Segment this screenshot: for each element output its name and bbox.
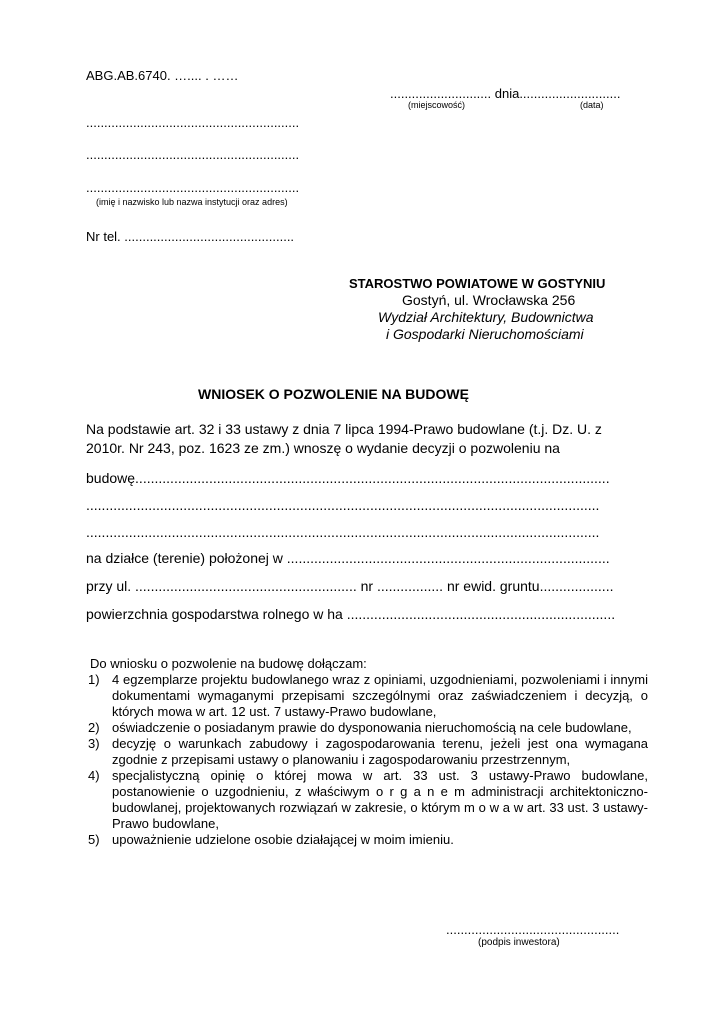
signature-caption: (podpis inwestora) (478, 937, 560, 948)
applicant-line-1: ........................................................... (86, 115, 300, 130)
list-item-text: 4 egzemplarze projektu budowlanego wraz z opiniami, uzgodnieniami, pozwoleniami i innymi dokumentami wymaganymi przepisami szczególnymi oraz zaświadczeniem i decyzją, o których mowa w art. 12 ust. 7 ustawy-Prawo budowlane, (112, 672, 648, 719)
list-item-text: upoważnienie udzielone osobie działającej w moim imieniu. (112, 832, 454, 847)
list-item (88, 736, 648, 768)
date-caption: (data) (580, 100, 604, 110)
list-item (88, 768, 648, 832)
case-number: ABG.AB.6740. ….... . …… (86, 68, 239, 83)
list-item-number: 2) (88, 720, 100, 735)
street-field: przy ul. ......................................................... nr ................. nr ewid. gruntu................... (86, 578, 614, 594)
intro-line-1: Na podstawie art. 32 i 33 ustawy z dnia 7 lipca 1994-Prawo budowlane (t.j. Dz. U. z (86, 421, 602, 437)
recipient-department-line-1: Wydział Architektury, Budownictwa (378, 309, 594, 325)
construction-field-continued-1: .................................................................................................................................... (86, 497, 600, 513)
list-item-number: 5) (88, 832, 100, 847)
applicant-line-3: ........................................................... (86, 180, 300, 195)
construction-field: budowę.......................................................................................................................... (86, 470, 610, 486)
list-item-number: 3) (88, 736, 100, 751)
farm-area-field: powierzchnia gospodarstwa rolnego w ha ..................................................................... (86, 606, 616, 622)
attachments-intro: Do wniosku o pozwolenie na budowę dołączam: (90, 656, 367, 671)
list-item (88, 672, 648, 720)
list-item (88, 720, 648, 736)
place-caption: (miejscowość) (408, 100, 466, 110)
list-item-number: 4) (88, 768, 100, 783)
applicant-line-2: ........................................................... (86, 147, 300, 162)
plot-location-field: na działce (terenie) położonej w ................................................................................... (86, 550, 610, 566)
signature-line: ................................................ (446, 922, 620, 937)
place-date-line: ............................ dnia............................ (390, 86, 621, 101)
list-item-text: decyzję o warunkach zabudowy i zagospodarowania terenu, jeżeli jest ona wymagana zgodnie z przepisami ustawy o planowaniu i zagospodarowaniu przestrzennym, (112, 736, 648, 767)
construction-field-continued-2: .................................................................................................................................... (86, 524, 600, 540)
list-item (88, 832, 648, 848)
phone-number: Nr tel. ............................................... (86, 229, 295, 244)
recipient-address: Gostyń, ul. Wrocławska 256 (402, 292, 576, 308)
recipient-name: STAROSTWO POWIATOWE W GOSTYNIU (349, 276, 606, 291)
applicant-caption: (imię i nazwisko lub nazwa instytucji oraz adres) (96, 197, 288, 207)
document-title: WNIOSEK O POZWOLENIE NA BUDOWĘ (198, 386, 469, 402)
list-item-text: specjalistyczną opinię o której mowa w art. 33 ust. 3 ustawy-Prawo budowlane, postanowienie o uzgodnieniu, z właściwym o r g a n e m administracji architektoniczno-budowlanej, projektowanych rozwiązań w zakresie, o którym m o w a w art. 33 ust. 3 ustawy-Prawo budowlane, (112, 768, 648, 831)
attachments-list (88, 656, 648, 848)
list-item-text: oświadczenie o posiadanym prawie do dysponowania nieruchomością na cele budowlane, (112, 720, 632, 735)
recipient-department-line-2: i Gospodarki Nieruchomościami (386, 326, 584, 342)
list-item-number: 1) (88, 672, 100, 687)
intro-line-2: 2010r. Nr 243, poz. 1623 ze zm.) wnoszę o wydanie decyzji o pozwoleniu na (86, 440, 560, 456)
